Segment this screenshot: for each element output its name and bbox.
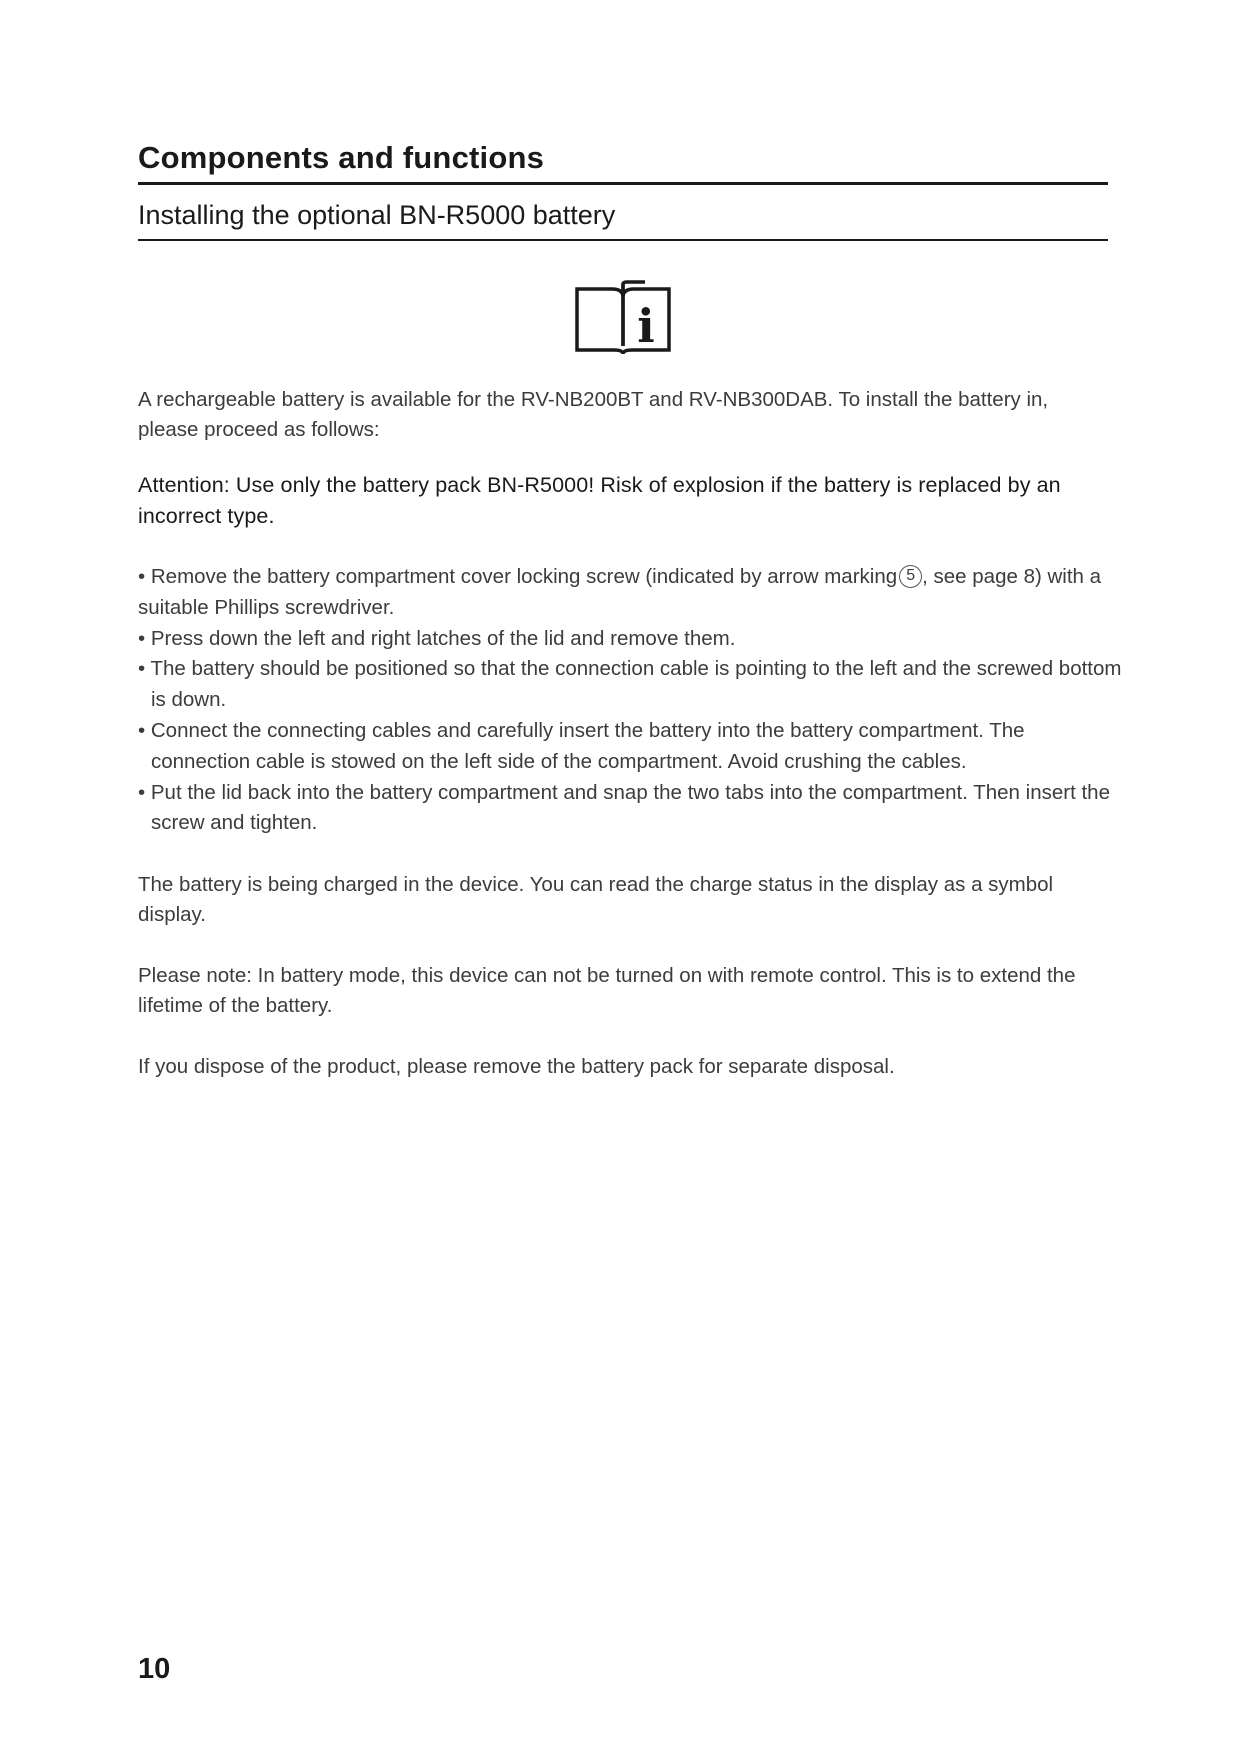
- list-item: • The battery should be positioned so that the connection cable is pointing to the left and the screwed bottom is down.: [138, 657, 1122, 712]
- note-paragraph: Please note: In battery mode, this device can not be turned on with remote control. This is to extend the lifetime of the battery.: [138, 964, 1076, 1017]
- subsection-title: Installing the optional BN-R5000 battery: [138, 200, 616, 230]
- svg-text:i: i: [637, 299, 655, 353]
- manual-info-icon: [575, 280, 671, 354]
- callout-marker: 5: [899, 565, 922, 588]
- charging-paragraph: The battery is being charged in the device. You can read the charge status in the display as a symbol display.: [138, 873, 1054, 926]
- section-divider: [138, 182, 1108, 185]
- page-number: 10: [138, 1653, 171, 1685]
- section-title: Components and functions: [138, 140, 545, 175]
- list-item-text: , see page 8) with a suitable Phillips screwdriver.: [138, 565, 1102, 619]
- disposal-paragraph: If you dispose of the product, please remove the battery pack for separate disposal.: [138, 1055, 895, 1078]
- list-item: [138, 562, 1128, 624]
- list-item: • Press down the left and right latches of the lid and remove them.: [138, 626, 736, 650]
- list-item: • Put the lid back into the battery compartment and snap the two tabs into the compartment. Then insert the screw and tighten.: [138, 780, 1110, 835]
- subsection-divider: [138, 239, 1108, 241]
- list-item-text: • Remove the battery compartment cover locking screw (indicated by arrow marking: [138, 565, 898, 588]
- intro-paragraph: A rechargeable battery is available for the RV-NB200BT and RV-NB300DAB. To install the battery in, please proceed as follows:: [138, 388, 1049, 441]
- list-item: • Connect the connecting cables and carefully insert the battery into the battery compartment. The connection cable is stowed on the left side of the compartment. Avoid crushing the cables.: [138, 718, 1025, 773]
- attention-warning: Attention: Use only the battery pack BN-R5000! Risk of explosion if the battery is replaced by an incorrect type.: [138, 473, 1061, 528]
- instruction-list: [138, 562, 1128, 839]
